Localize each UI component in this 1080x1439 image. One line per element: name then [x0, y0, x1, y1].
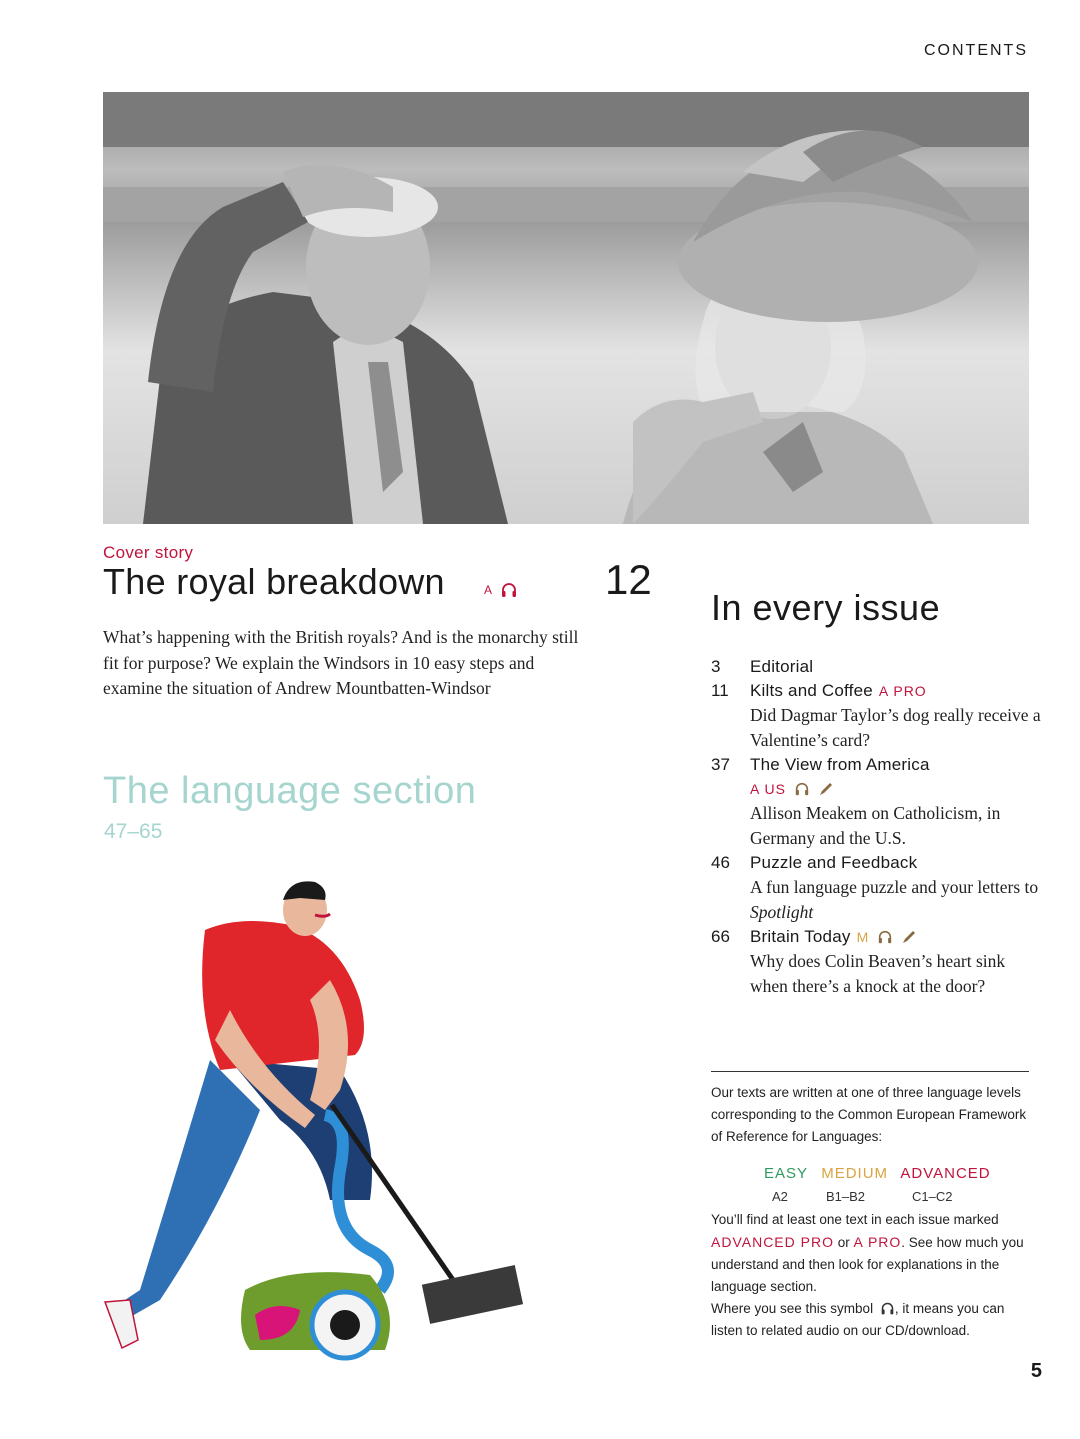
every-issue-list: [711, 655, 1041, 999]
cover-title[interactable]: The royal breakdown: [103, 561, 445, 602]
toc-description: A fun language puzzle and your letters to Spotlight: [750, 877, 1039, 922]
headphones-icon: [500, 581, 518, 599]
toc-page-number: 11: [711, 681, 729, 700]
level-code-medium: B1–B2: [826, 1189, 866, 1204]
toc-item-puzzle-and-feedback[interactable]: [711, 851, 1041, 925]
toc-item-britain-today[interactable]: [711, 925, 1041, 999]
cover-page-number: 12: [605, 556, 652, 603]
level-code-advanced: C1–C2: [912, 1189, 953, 1204]
pencil-icon: [901, 929, 917, 945]
every-issue-title: In every issue: [711, 587, 941, 628]
toc-title: Kilts and Coffee: [750, 681, 873, 700]
cover-kicker: Cover story: [103, 543, 194, 562]
headphones-icon: [877, 929, 893, 945]
level-easy: EASY: [764, 1165, 809, 1182]
level-advanced: ADVANCED: [900, 1165, 991, 1182]
level-tag: M: [856, 929, 870, 945]
vacuum-illustration: [100, 870, 540, 1370]
level-code-easy: A2: [772, 1189, 788, 1204]
toc-title: Puzzle and Feedback: [750, 853, 918, 872]
level-medium: MEDIUM: [821, 1165, 889, 1182]
toc-item-view-from-america[interactable]: [711, 753, 1041, 851]
toc-description: Allison Meakem on Catholicism, in Germany and the U.S.: [750, 803, 1001, 848]
toc-title: Britain Today: [750, 927, 851, 946]
language-section-pages: 47–65: [104, 820, 163, 843]
cover-description: What’s happening with the British royals? And is the monarchy still fit for purpose? We explain the Windsors in 10 easy steps and examine the situation of Andrew Mountbatten-Windsor: [103, 627, 579, 698]
level-tag: A PRO: [878, 683, 927, 699]
toc-item-editorial[interactable]: [711, 655, 1041, 679]
headphones-icon: [794, 781, 810, 797]
page-number: 5: [1030, 1360, 1042, 1382]
divider: [711, 1071, 1029, 1072]
toc-item-kilts-and-coffee[interactable]: [711, 679, 1041, 753]
level-tag: A US: [750, 781, 786, 797]
a-pro-label: A PRO: [853, 1234, 902, 1250]
toc-title: The View from America: [750, 755, 930, 774]
levels-note: You’ll find at least one text in each issue marked ADVANCED PRO or A PRO. See how much you understand and then look for explanations in the language section. Where you see this symbol , it means you can listen to related audio on our CD/download.: [711, 1212, 1024, 1338]
toc-page-number: 66: [711, 927, 730, 946]
toc-title: Editorial: [750, 657, 814, 676]
toc-page-number: 46: [711, 853, 730, 872]
advanced-pro-label: ADVANCED PRO: [711, 1234, 834, 1250]
headphones-icon: [880, 1301, 895, 1316]
pencil-icon: [818, 781, 834, 797]
toc-description: Did Dagmar Taylor’s dog really receive a Valentine’s card?: [750, 705, 1041, 750]
levels-legend: [764, 1165, 999, 1182]
cover-level-badge: A: [484, 583, 494, 597]
toc-page-number: 3: [711, 657, 721, 676]
toc-page-number: 37: [711, 755, 730, 774]
language-section-title[interactable]: The language section: [103, 770, 477, 812]
toc-description: Why does Colin Beaven’s heart sink when there’s a knock at the door?: [750, 951, 1006, 996]
section-label: CONTENTS: [924, 42, 1028, 59]
magazine-name: Spotlight: [750, 902, 814, 922]
levels-intro: Our texts are written at one of three language levels corresponding to the Common European Framework of Reference for Languages:: [711, 1085, 1027, 1144]
cover-photo: [103, 92, 1029, 524]
